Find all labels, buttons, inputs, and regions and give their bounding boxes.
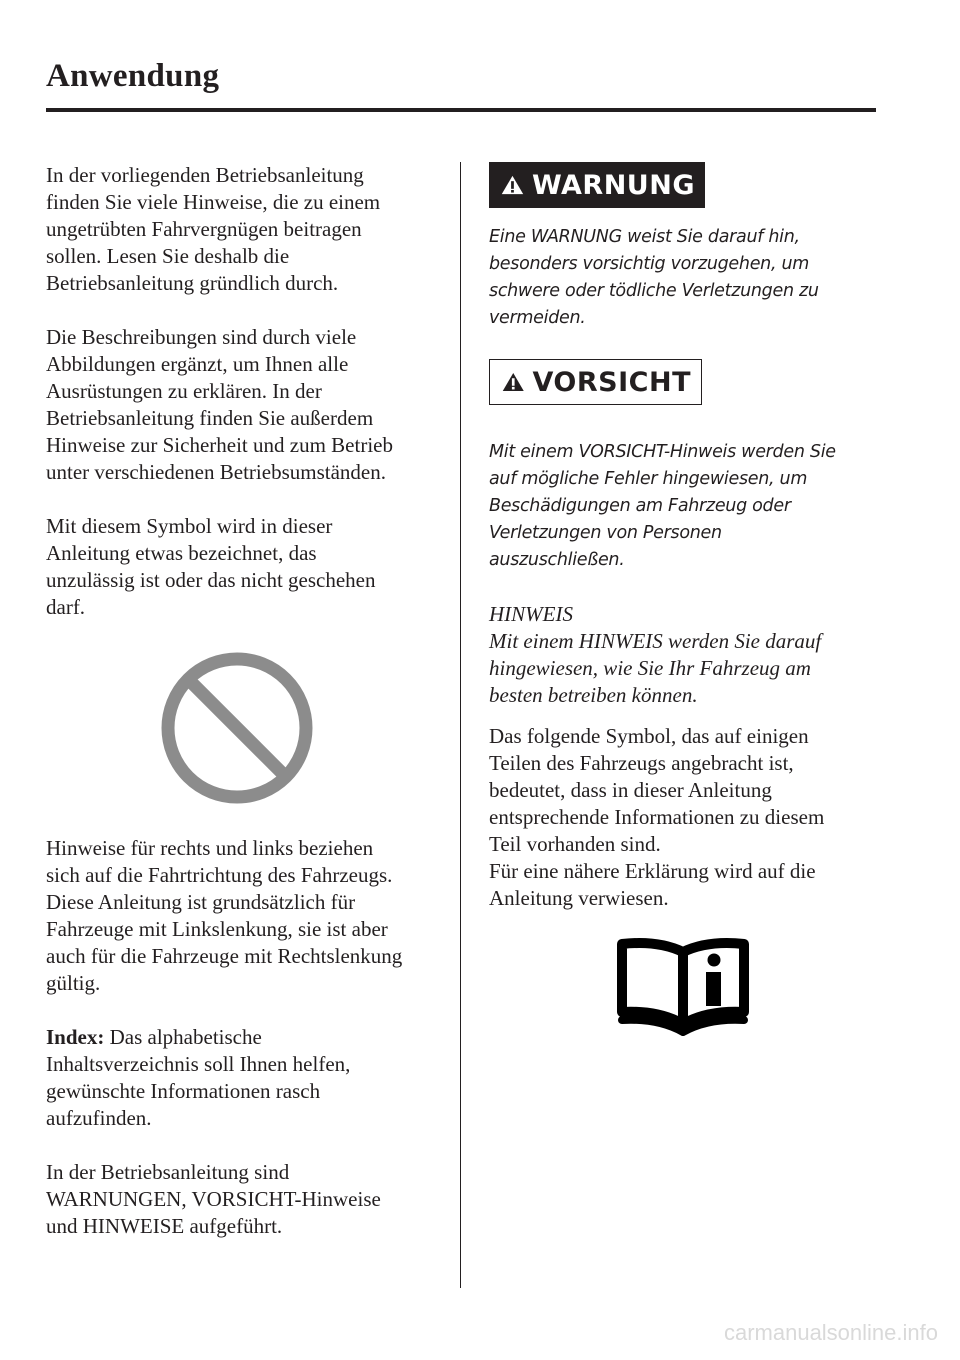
prohibition-paragraph: [46, 513, 446, 621]
index-first-text: Das alphabetische: [109, 1025, 262, 1049]
text-line: besten betreiben können.: [489, 683, 698, 707]
text-line: Betriebsanleitung gründlich durch.: [46, 271, 339, 295]
text-line: Betriebsanleitung finden Sie außerdem: [46, 406, 374, 430]
text-line: Teil vorhanden sind.: [489, 832, 661, 856]
text-line: Inhaltsverzeichnis soll Ihnen helfen,: [46, 1052, 351, 1076]
prohibition-icon: [160, 651, 314, 805]
text-line: hingewiesen, wie Sie Ihr Fahrzeug am: [489, 656, 811, 680]
text-line: Mit einem HINWEIS werden Sie darauf: [489, 629, 822, 653]
manual-info-icon: [614, 928, 752, 1036]
text-line: besonders vorsichtig vorzugehen, um: [489, 254, 810, 274]
text-line: Hinweise zur Sicherheit und zum Betrieb: [46, 433, 393, 457]
watermark: carmanualsonline.info: [723, 1320, 938, 1345]
intro-paragraph: [46, 162, 446, 297]
text-line: aufzufinden.: [46, 1106, 152, 1130]
page-title: Anwendung: [46, 58, 220, 94]
text-line: Teilen des Fahrzeugs angebracht ist,: [489, 751, 794, 775]
illustrations-paragraph: [46, 324, 446, 486]
text-line: finden Sie viele Hinweise, die zu einem: [46, 190, 381, 214]
text-line: Abbildungen ergänzt, um Ihnen alle: [46, 352, 349, 376]
warnings-listed-paragraph: [46, 1159, 446, 1240]
text-line: In der vorliegenden Betriebsanleitung: [46, 163, 364, 187]
text-line: Beschädigungen am Fahrzeug oder: [489, 496, 791, 516]
text-line: schwere oder tödliche Verletzungen zu: [489, 281, 819, 301]
column-divider: [460, 162, 461, 1288]
left-column: [46, 162, 446, 1267]
text-line: Das folgende Symbol, das auf einigen: [489, 724, 809, 748]
warning-triangle-icon: [502, 368, 525, 396]
text-line: Anleitung verwiesen.: [489, 886, 669, 910]
warning-triangle-icon: [501, 171, 524, 199]
text-line: sollen. Lesen Sie deshalb die: [46, 244, 290, 268]
text-line: Für eine nähere Erklärung wird auf die: [489, 859, 816, 883]
text-line: sich auf die Fahrtrichtung des Fahrzeugs.: [46, 863, 393, 887]
text-line: auf mögliche Fehler hingewiesen, um: [489, 469, 808, 489]
warning-badge: [489, 162, 705, 208]
index-paragraph: [46, 1024, 446, 1132]
text-line: Die Beschreibungen sind durch viele: [46, 325, 357, 349]
text-line: Diese Anleitung ist grundsätzlich für: [46, 890, 356, 914]
text-line: In der Betriebsanleitung sind: [46, 1160, 290, 1184]
text-line: Ausrüstungen zu erklären. In der: [46, 379, 322, 403]
text-line: unzulässig ist oder das nicht geschehen: [46, 568, 376, 592]
warning-text: [489, 224, 879, 332]
caution-badge: [489, 359, 702, 405]
text-line: [46, 1024, 446, 1051]
text-line: WARNUNGEN, VORSICHT-Hinweise: [46, 1187, 381, 1211]
text-line: und HINWEISE aufgeführt.: [46, 1214, 283, 1238]
text-line: Hinweise für rechts und links beziehen: [46, 836, 374, 860]
text-line: vermeiden.: [489, 308, 586, 328]
text-line: gültig.: [46, 971, 101, 995]
text-line: bedeutet, dass in dieser Anleitung: [489, 778, 772, 802]
text-line: Eine WARNUNG weist Sie darauf hin,: [489, 227, 800, 247]
caution-text: [489, 439, 879, 574]
text-line: gewünschte Informationen rasch: [46, 1079, 321, 1103]
note-block: [489, 601, 879, 709]
text-line: ungetrübten Fahrvergnügen beitragen: [46, 217, 362, 241]
caution-label: VORSICHT: [532, 366, 691, 398]
text-line: auszuschließen.: [489, 550, 625, 570]
text-line: entsprechende Informationen zu diesem: [489, 805, 825, 829]
text-line: Mit diesem Symbol wird in dieser: [46, 514, 333, 538]
note-label: HINWEIS: [489, 602, 573, 626]
right-column: [489, 162, 879, 1036]
text-line: Mit einem VORSICHT-Hinweis werden Sie: [489, 442, 836, 462]
text-line: darf.: [46, 595, 86, 619]
index-label: Index:: [46, 1025, 105, 1049]
text-line: Anleitung etwas bezeichnet, das: [46, 541, 317, 565]
text-line: Verletzungen von Personen: [489, 523, 722, 543]
text-line: auch für die Fahrzeuge mit Rechtslenkung: [46, 944, 403, 968]
warning-label: WARNUNG: [531, 169, 695, 201]
text-line: unter verschiedenen Betriebsumständen.: [46, 460, 386, 484]
title-rule: [46, 108, 876, 112]
direction-paragraph: [46, 835, 446, 997]
text-line: Fahrzeuge mit Linkslenkung, sie ist aber: [46, 917, 388, 941]
symbol-paragraph: [489, 723, 879, 912]
